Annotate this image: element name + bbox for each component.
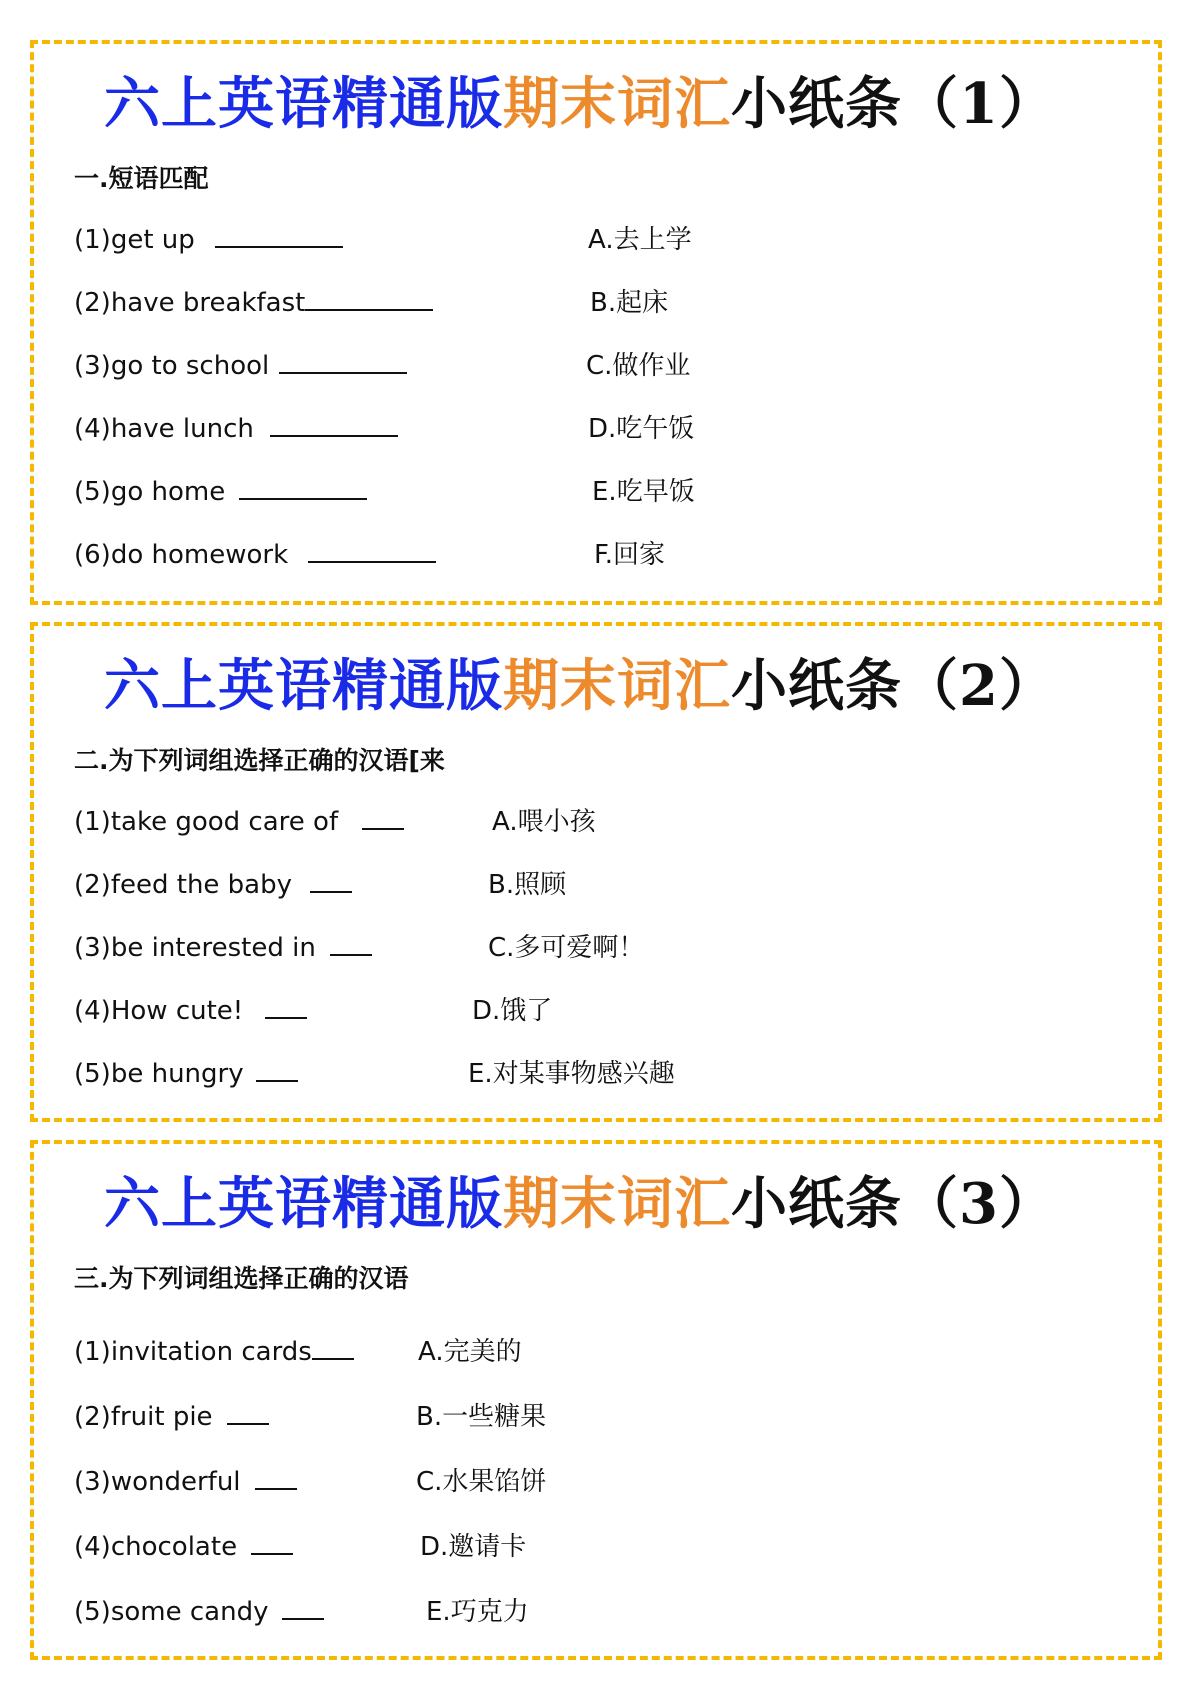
question-item xyxy=(74,1397,269,1437)
title-part-orange: 期末词汇 xyxy=(503,1171,731,1237)
match-row xyxy=(74,1592,1138,1657)
title-part-orange: 期末词汇 xyxy=(503,653,731,719)
section-heading: 一.短语匹配 xyxy=(74,164,209,193)
match-row xyxy=(74,1397,1138,1462)
answer-blank[interactable] xyxy=(312,1334,354,1360)
question-text: (3)go to school xyxy=(74,351,270,381)
match-row xyxy=(74,1462,1138,1527)
title-part-orange: 期末词汇 xyxy=(503,71,731,137)
option-text: B.起床 xyxy=(590,288,669,318)
option-text: B.照顾 xyxy=(488,870,567,900)
title-part-blue: 六上英语精通版 xyxy=(104,1171,503,1237)
answer-blank[interactable] xyxy=(362,804,404,830)
answer-blank[interactable] xyxy=(215,222,343,248)
card-title xyxy=(104,648,1056,724)
match-row xyxy=(74,535,1138,598)
match-row xyxy=(74,1332,1138,1397)
option-text: C.做作业 xyxy=(586,351,691,381)
option-text: D.饿了 xyxy=(472,996,553,1026)
option-text: A.完美的 xyxy=(418,1337,522,1367)
answer-blank[interactable] xyxy=(239,474,367,500)
match-row xyxy=(74,802,1138,865)
question-text: (3)wonderful xyxy=(74,1467,241,1497)
answer-blank[interactable] xyxy=(265,993,307,1019)
question-text: (2)have breakfast xyxy=(74,288,306,318)
section-heading: 三.为下列词组选择正确的汉语 xyxy=(74,1264,409,1293)
question-text: (4)have lunch xyxy=(74,414,254,444)
option-text: E.巧克力 xyxy=(426,1597,529,1627)
option-text: F.回家 xyxy=(594,540,666,570)
answer-blank[interactable] xyxy=(251,1529,293,1555)
question-text: (4)How cute! xyxy=(74,996,244,1026)
worksheet-card-1 xyxy=(30,40,1162,605)
question-text: (1)invitation cards xyxy=(74,1337,312,1367)
option-text: D.吃午饭 xyxy=(588,414,695,444)
question-item xyxy=(74,1462,297,1502)
answer-blank[interactable] xyxy=(310,867,352,893)
question-item xyxy=(74,220,343,260)
option-text: A.去上学 xyxy=(588,225,692,255)
option-text: C.水果馅饼 xyxy=(416,1467,547,1497)
title-part-blue: 六上英语精通版 xyxy=(104,71,503,137)
question-item xyxy=(74,928,372,968)
question-text: (3)be interested in xyxy=(74,933,316,963)
question-item xyxy=(74,472,367,512)
question-text: (5)be hungry xyxy=(74,1059,244,1089)
option-text: C.多可爱啊！ xyxy=(488,933,645,963)
match-row xyxy=(74,928,1138,991)
question-text: (4)chocolate xyxy=(74,1532,238,1562)
question-text: (2)feed the baby xyxy=(74,870,293,900)
title-part-blue: 六上英语精通版 xyxy=(104,653,503,719)
question-text: (5)some candy xyxy=(74,1597,269,1627)
question-item xyxy=(74,346,407,386)
question-text: (6)do homework xyxy=(74,540,289,570)
match-row xyxy=(74,220,1138,283)
option-text: B.一些糖果 xyxy=(416,1402,547,1432)
answer-blank[interactable] xyxy=(270,411,398,437)
option-text: D.邀请卡 xyxy=(420,1532,527,1562)
question-text: (1)take good care of xyxy=(74,807,339,837)
question-text: (5)go home xyxy=(74,477,226,507)
question-item xyxy=(74,991,307,1031)
answer-blank[interactable] xyxy=(330,930,372,956)
question-item xyxy=(74,865,352,905)
answer-blank[interactable] xyxy=(255,1464,297,1490)
match-row xyxy=(74,865,1138,928)
worksheet-card-2 xyxy=(30,622,1162,1122)
question-text: (2)fruit pie xyxy=(74,1402,213,1432)
title-part-black: 小纸条（1） xyxy=(731,71,1056,137)
match-row xyxy=(74,991,1138,1054)
match-row xyxy=(74,283,1138,346)
answer-blank[interactable] xyxy=(308,537,436,563)
matching-list xyxy=(74,802,1138,1117)
question-item xyxy=(74,283,433,323)
matching-list xyxy=(74,1332,1138,1657)
match-row xyxy=(74,346,1138,409)
option-text: E.对某事物感兴趣 xyxy=(468,1059,675,1089)
question-text: (1)get up xyxy=(74,225,195,255)
title-part-black: 小纸条（3） xyxy=(731,1171,1056,1237)
question-item xyxy=(74,409,398,449)
card-title xyxy=(104,1166,1056,1242)
answer-blank[interactable] xyxy=(282,1594,324,1620)
answer-blank[interactable] xyxy=(305,285,433,311)
match-row xyxy=(74,472,1138,535)
match-row xyxy=(74,1054,1138,1117)
section-heading: 二.为下列词组选择正确的汉语[来 xyxy=(74,746,445,775)
question-item xyxy=(74,535,436,575)
option-text: E.吃早饭 xyxy=(592,477,695,507)
worksheet-card-3 xyxy=(30,1140,1162,1660)
match-row xyxy=(74,409,1138,472)
question-item xyxy=(74,1527,293,1567)
question-item xyxy=(74,1592,324,1632)
match-row xyxy=(74,1527,1138,1592)
title-part-black: 小纸条（2） xyxy=(731,653,1056,719)
question-item xyxy=(74,1054,298,1094)
question-item xyxy=(74,1332,354,1372)
answer-blank[interactable] xyxy=(227,1399,269,1425)
matching-list xyxy=(74,220,1138,598)
option-text: A.喂小孩 xyxy=(492,807,596,837)
answer-blank[interactable] xyxy=(256,1056,298,1082)
answer-blank[interactable] xyxy=(279,348,407,374)
question-item xyxy=(74,802,404,842)
card-title xyxy=(104,66,1056,142)
